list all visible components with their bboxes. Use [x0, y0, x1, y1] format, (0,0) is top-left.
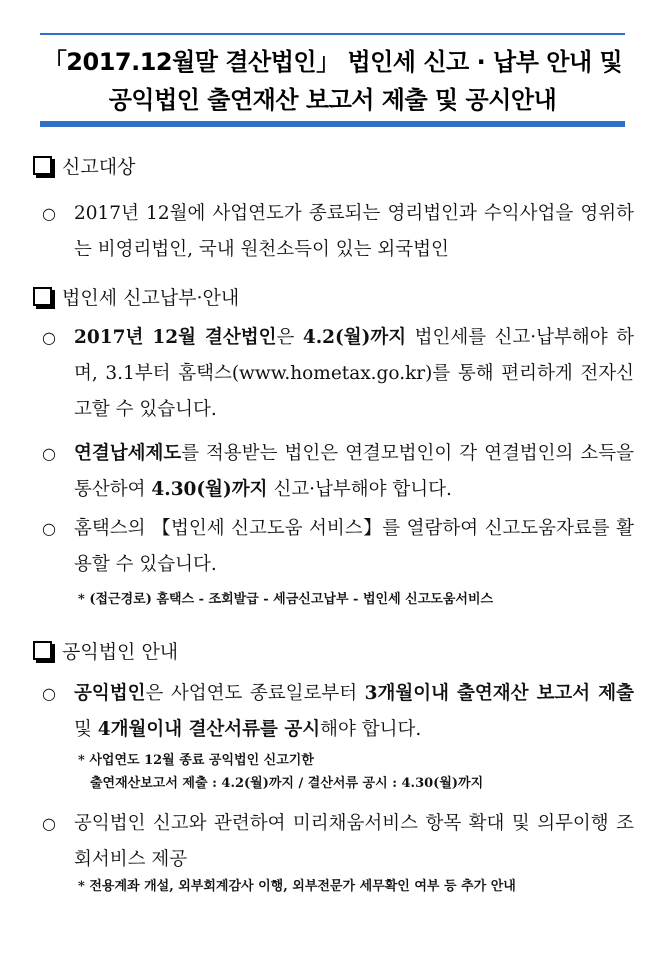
- list-item: [42, 676, 634, 748]
- list-item: [42, 511, 634, 583]
- section-title: 신고대상: [62, 156, 136, 178]
- bold-text: 4.2(월)까지: [302, 327, 407, 348]
- circle-bullet-icon: ○: [42, 444, 56, 463]
- list-item: [42, 436, 634, 508]
- section-title: 공익법인 안내: [62, 641, 179, 663]
- bold-text: 4.30(월)까지: [151, 479, 268, 500]
- bold-text: 4개월이내 결산서류를 공시: [97, 719, 321, 740]
- title-line-1: 「2017.12월말 결산법인」 법인세 신고 · 납부 안내 및: [42, 48, 623, 76]
- circle-bullet-icon: ○: [42, 684, 56, 703]
- circle-bullet-icon: ○: [42, 519, 56, 538]
- bold-text: 3개월이내 출연재산 보고서 제출: [364, 683, 634, 704]
- title-block: [40, 34, 625, 118]
- section-heading-public-interest: [33, 637, 178, 664]
- note-text: * 전용계좌 개설, 외부회계감사 이행, 외부전문가 세무확인 여부 등 추가 안내: [78, 879, 516, 894]
- item-text: 2017년 12월에 사업연도가 종료되는 영리법인과 수익사업을 영위하는 비영리법인, 국내 원천소득이 있는 외국법인: [74, 203, 634, 260]
- item-text-part: 은: [276, 327, 303, 348]
- item-text-part: 은 사업연도 종료일로부터: [145, 683, 365, 704]
- item-text-part: 및: [74, 719, 98, 740]
- checkbox-icon: [33, 156, 52, 175]
- title-line-2: 공익법인 출연재산 보고서 제출 및 공시안내: [108, 86, 557, 114]
- item-text: 공익법인 신고와 관련하여 미리채움서비스 항목 확대 및 의무이행 조회서비스 제공: [74, 813, 634, 870]
- item-text: [74, 320, 634, 428]
- title-bottom-rule: [40, 121, 625, 127]
- item-text-part: 를 적용받는 법인은 연결모법인이 각 연결법인의 소득을 통산하여: [74, 443, 634, 500]
- item-text: [74, 676, 634, 748]
- note-text: 출연재산보고서 제출 : 4.2(월)까지 / 결산서류 공시 : 4.30(월)까지: [90, 776, 484, 791]
- bold-text: 공익법인: [74, 683, 146, 704]
- bold-text: 2017년 12월 결산법인: [74, 327, 277, 348]
- circle-bullet-icon: ○: [42, 328, 56, 347]
- item-text-part: 신고·납부해야 합니다.: [267, 479, 452, 500]
- item-text-part: 법인세를 신고·납부해야 하며, 3.1부터 홈택스(www.hometax.go.kr)를 통해 편리하게 전자신고할 수 있습니다.: [74, 327, 634, 420]
- checkbox-icon: [33, 287, 52, 306]
- note-text: * (접근경로) 홈택스 - 조회발급 - 세금신고납부 - 법인세 신고도움서비스: [78, 592, 494, 607]
- checkbox-icon: [33, 641, 52, 660]
- circle-bullet-icon: ○: [42, 814, 56, 833]
- list-item: [42, 806, 634, 878]
- bold-text: 연결납세제도: [74, 443, 182, 464]
- note-text: * 사업연도 12월 종료 공익법인 신고기한: [78, 753, 314, 768]
- list-item: [42, 196, 634, 268]
- circle-bullet-icon: ○: [42, 204, 56, 223]
- item-text: 홈택스의 【법인세 신고도움 서비스】를 열람하여 신고도움자료를 활용할 수 있습니다.: [74, 518, 634, 575]
- section-heading-target: [33, 152, 135, 179]
- section-heading-filing: [33, 283, 239, 310]
- item-text-part: 해야 합니다.: [320, 719, 422, 740]
- section-title: 법인세 신고납부·안내: [62, 287, 240, 309]
- list-item: [42, 320, 634, 428]
- item-text: [74, 436, 634, 508]
